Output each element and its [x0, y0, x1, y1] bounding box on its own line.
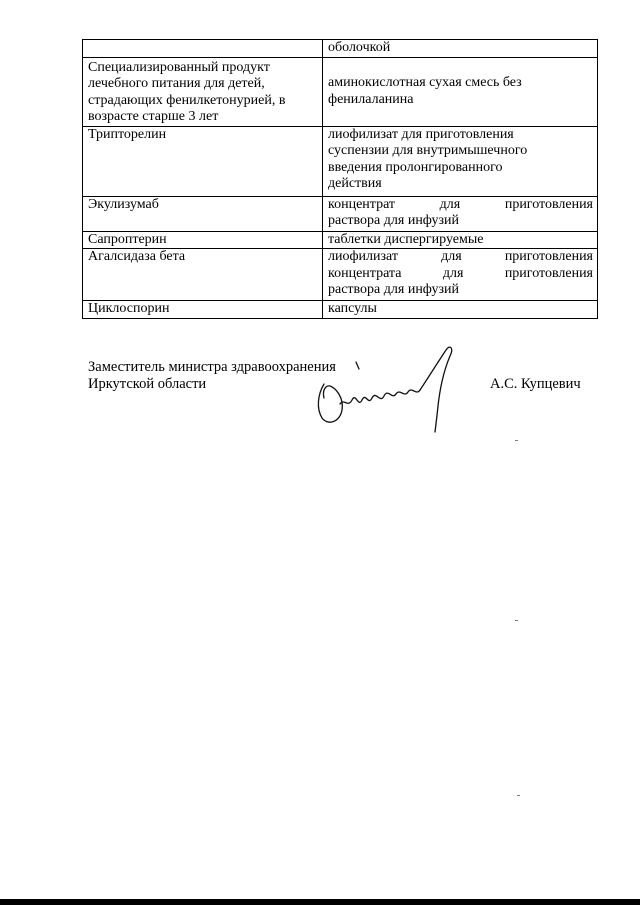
drug-name-cell — [83, 196, 323, 231]
drug-name-cell — [83, 57, 323, 126]
table-row — [83, 126, 598, 196]
drug-name-cell — [83, 231, 323, 249]
drug-name-text: Агалсидаза бета — [88, 249, 186, 264]
signer-position-line1: Заместитель министра здравоохранения — [88, 359, 336, 375]
dosage-form-cell — [323, 301, 598, 319]
table-row — [83, 57, 598, 126]
dosage-form-line: лиофилизат для приготовления — [328, 249, 593, 264]
table-row — [83, 249, 598, 301]
scan-speck — [517, 795, 520, 796]
drug-name-cell — [83, 301, 323, 319]
dosage-form-line: введения пролонгированного — [328, 159, 503, 175]
dosage-form-line: концентрата для приготовления — [328, 265, 593, 281]
dosage-form-cell — [323, 40, 598, 58]
drug-name-line: страдающих фенилкетонурией, в — [88, 92, 286, 108]
table-row — [83, 231, 598, 249]
drug-name-cell — [83, 40, 323, 58]
drug-name-text: Экулизумаб — [88, 196, 159, 212]
table-row — [83, 196, 598, 231]
table-row — [83, 40, 598, 58]
dosage-form-text: капсулы — [328, 301, 377, 316]
dosage-form-line: раствора для инфузий — [328, 213, 460, 228]
dosage-form-cell — [323, 126, 598, 196]
drug-name-text: Трипторелин — [88, 126, 167, 142]
drug-name-cell — [83, 126, 323, 196]
drug-name-line: возрасте старше 3 лет — [88, 109, 219, 124]
handwritten-signature — [310, 342, 460, 434]
dosage-form-line: раствора для инфузий — [328, 282, 460, 297]
scan-bottom-edge — [0, 899, 640, 905]
dosage-form-line: аминокислотная сухая смесь без — [328, 75, 522, 90]
drug-name-text: Циклоспорин — [88, 301, 170, 316]
scan-speck — [515, 620, 518, 621]
table-row — [83, 301, 598, 319]
drug-table — [82, 39, 598, 319]
dosage-form-line: концентрат для приготовления — [328, 196, 593, 212]
dosage-form-line: лиофилизат для приготовления — [328, 126, 514, 142]
drug-name-cell — [83, 249, 323, 301]
scan-speck — [515, 440, 518, 441]
signer-name: А.С. Купцевич — [490, 376, 581, 392]
dosage-form-text: таблетки диспергируемые — [328, 231, 484, 247]
dosage-form-text: оболочкой — [328, 40, 391, 55]
drug-name-line: Специализированный продукт — [88, 59, 270, 75]
signer-position-line2: Иркутской области — [88, 376, 207, 392]
dosage-form-cell — [323, 231, 598, 249]
dosage-form-cell — [323, 196, 598, 231]
dosage-form-line: действия — [328, 176, 382, 191]
dosage-form-cell — [323, 249, 598, 301]
dosage-form-line: суспензии для внутримышечного — [328, 143, 528, 158]
dosage-form-line: фенилаланина — [328, 91, 414, 107]
dosage-form-cell — [323, 57, 598, 126]
drug-name-line: лечебного питания для детей, — [88, 76, 265, 91]
drug-name-text: Сапроптерин — [88, 231, 167, 247]
